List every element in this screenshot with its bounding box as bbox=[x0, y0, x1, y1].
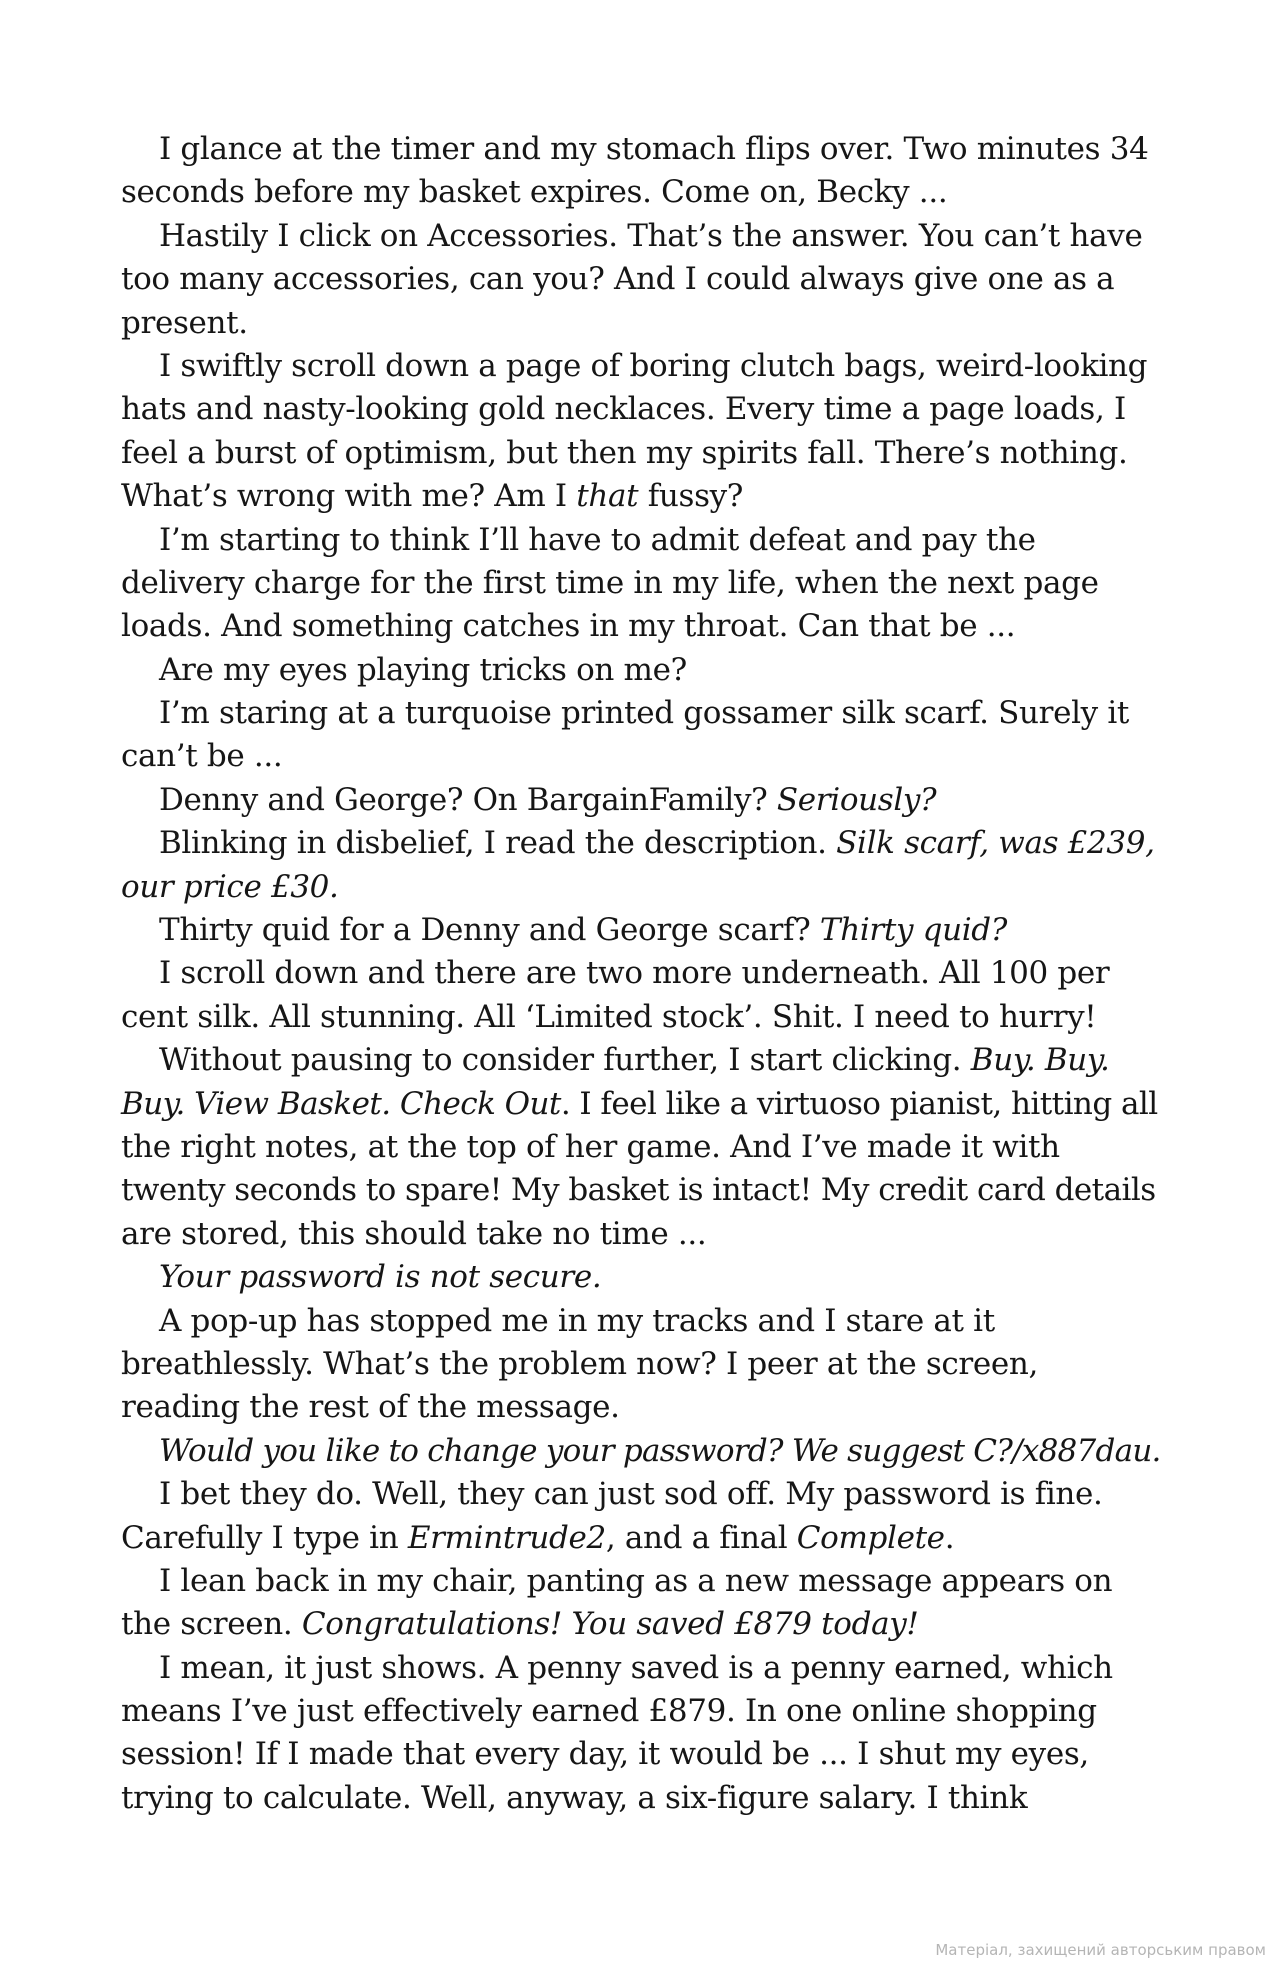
text-segment: means I’ve just effectively earned £879. In one online shopping bbox=[121, 1693, 1097, 1730]
text-segment: are stored, this should take no time ... bbox=[121, 1215, 707, 1252]
text-segment: . I feel like a virtuoso pianist, hitting all bbox=[560, 1085, 1158, 1122]
copyright-watermark: Матеріал, захищений авторським правом bbox=[935, 1941, 1266, 1959]
text-segment: I scroll down and there are two more underneath. All 100 per bbox=[159, 955, 1110, 992]
text-segment: loads. And something catches in my throat. Can that be ... bbox=[121, 608, 1016, 645]
text-segment: What’s wrong with me? Am I bbox=[121, 478, 577, 515]
text-line bbox=[121, 1169, 1161, 1212]
text-segment: hats and nasty-looking gold necklaces. Every time a page loads, I bbox=[121, 391, 1126, 428]
text-segment: A pop-up has stopped me in my tracks and I stare at it bbox=[159, 1302, 995, 1339]
text-segment: too many accessories, can you? And I could always give one as a bbox=[121, 261, 1115, 298]
text-line bbox=[121, 1517, 1161, 1560]
italic-text: that bbox=[576, 478, 639, 515]
text-line bbox=[121, 302, 1161, 345]
text-line bbox=[121, 1256, 1161, 1299]
italic-text: Seriously? bbox=[776, 781, 937, 818]
text-line bbox=[121, 1039, 1161, 1082]
text-segment: Carefully I type in bbox=[121, 1519, 408, 1556]
text-segment: seconds before my basket expires. Come on, Becky ... bbox=[121, 174, 948, 211]
text-segment: trying to calculate. Well, anyway, a six-figure salary. I think bbox=[121, 1779, 1028, 1816]
text-segment: feel a burst of optimism, but then my spirits fall. There’s nothing. bbox=[121, 434, 1128, 471]
text-segment: , and a final bbox=[605, 1519, 797, 1556]
text-line bbox=[121, 735, 1161, 778]
text-segment: Hastily I click on Accessories. That’s the answer. You can’t have bbox=[159, 217, 1143, 254]
text-segment: . bbox=[944, 1519, 955, 1556]
text-line bbox=[121, 649, 1161, 692]
text-segment: fussy? bbox=[638, 478, 744, 515]
text-segment: Without pausing to consider further, I start clicking. bbox=[159, 1042, 971, 1079]
text-segment: Blinking in disbelief, I read the description. bbox=[159, 825, 837, 862]
text-line bbox=[121, 779, 1161, 822]
text-line bbox=[121, 171, 1161, 214]
text-line bbox=[121, 345, 1161, 388]
text-segment: can’t be ... bbox=[121, 738, 283, 775]
text-segment: Are my eyes playing tricks on me? bbox=[159, 651, 687, 688]
text-line bbox=[121, 952, 1161, 995]
text-line bbox=[121, 128, 1161, 171]
italic-text: Silk scarf, was £239, bbox=[836, 825, 1155, 862]
text-segment: the screen. bbox=[121, 1606, 302, 1643]
text-segment: Denny and George? On BargainFamily? bbox=[159, 781, 777, 818]
text-segment: delivery charge for the first time in my life, when the next page bbox=[121, 564, 1099, 601]
italic-text: Would you like to change your password? We suggest C?/x887dau. bbox=[159, 1432, 1161, 1469]
text-segment: I’m starting to think I’ll have to admit defeat and pay the bbox=[159, 521, 1036, 558]
text-segment: reading the rest of the message. bbox=[121, 1389, 620, 1426]
text-line bbox=[121, 388, 1161, 431]
text-line bbox=[121, 605, 1161, 648]
text-segment: I glance at the timer and my stomach flips over. Two minutes 34 bbox=[159, 131, 1149, 167]
text-line bbox=[121, 1386, 1161, 1429]
text-line bbox=[121, 519, 1161, 562]
italic-text: Your password is not secure. bbox=[159, 1259, 602, 1296]
text-segment: I’m staring at a turquoise printed gossamer silk scarf. Surely it bbox=[159, 695, 1130, 732]
text-line bbox=[121, 475, 1161, 518]
text-line bbox=[121, 258, 1161, 301]
text-line bbox=[121, 1213, 1161, 1256]
text-line bbox=[121, 692, 1161, 735]
text-line bbox=[121, 1733, 1161, 1776]
text-line bbox=[121, 996, 1161, 1039]
italic-text: Buy. Buy. bbox=[970, 1042, 1110, 1079]
text-segment: breathlessly. What’s the problem now? I peer at the screen, bbox=[121, 1345, 1039, 1382]
text-line bbox=[121, 1777, 1161, 1820]
text-line bbox=[121, 1430, 1161, 1473]
text-segment: I swiftly scroll down a page of boring clutch bags, weird-looking bbox=[159, 347, 1148, 384]
body-text bbox=[121, 128, 1161, 1820]
text-line bbox=[121, 1083, 1161, 1126]
text-line bbox=[121, 1690, 1161, 1733]
italic-text: our price £30. bbox=[121, 868, 339, 905]
text-line bbox=[121, 866, 1161, 909]
text-segment: I lean back in my chair, panting as a new message appears on bbox=[159, 1562, 1113, 1599]
italic-text: Congratulations! You saved £879 today! bbox=[301, 1606, 919, 1643]
text-segment: present. bbox=[121, 304, 248, 341]
text-segment: session! If I made that every day, it would be ... I shut my eyes, bbox=[121, 1736, 1089, 1773]
text-segment: I bet they do. Well, they can just sod off. My password is fine. bbox=[159, 1476, 1103, 1513]
text-line bbox=[121, 1560, 1161, 1603]
text-segment: cent silk. All stunning. All ‘Limited stock’. Shit. I need to hurry! bbox=[121, 998, 1097, 1035]
text-line bbox=[121, 1473, 1161, 1516]
text-line bbox=[121, 215, 1161, 258]
text-line bbox=[121, 1603, 1161, 1646]
text-segment: I mean, it just shows. A penny saved is a penny earned, which bbox=[159, 1649, 1113, 1686]
italic-text: Complete bbox=[796, 1519, 945, 1556]
italic-text: Ermintrude2 bbox=[407, 1519, 606, 1556]
italic-text: Buy. View Basket. Check Out bbox=[121, 1085, 561, 1122]
text-line bbox=[121, 1300, 1161, 1343]
text-segment: Thirty quid for a Denny and George scarf? bbox=[159, 912, 820, 949]
text-line bbox=[121, 822, 1161, 865]
text-line bbox=[121, 1647, 1161, 1690]
text-line bbox=[121, 1126, 1161, 1169]
italic-text: Thirty quid? bbox=[819, 912, 1008, 949]
text-segment: the right notes, at the top of her game. And I’ve made it with bbox=[121, 1128, 1060, 1165]
text-line bbox=[121, 562, 1161, 605]
text-line bbox=[121, 909, 1161, 952]
text-line bbox=[121, 1343, 1161, 1386]
text-segment: twenty seconds to spare! My basket is intact! My credit card details bbox=[121, 1172, 1156, 1209]
text-line bbox=[121, 432, 1161, 475]
